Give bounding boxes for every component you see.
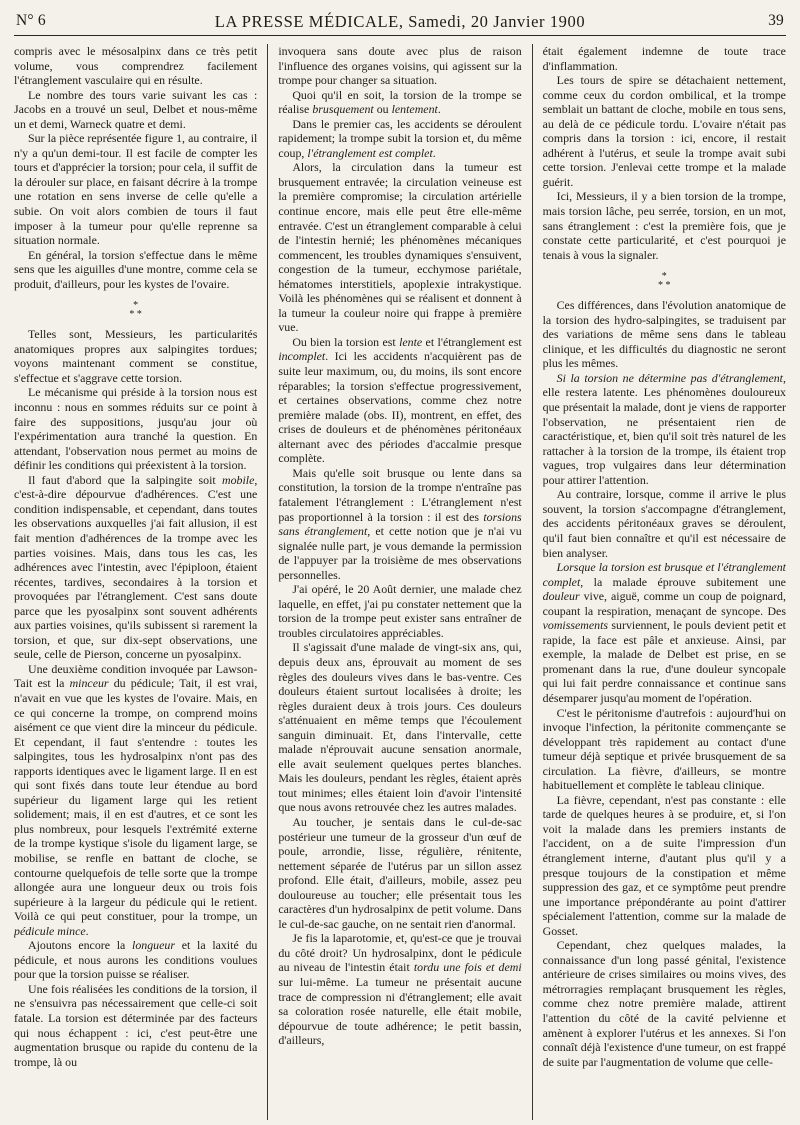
- emphasis-text: l'étranglement est complet: [307, 145, 433, 160]
- text-run: et la laxité du pédicule, et nous aurons les conditions voulues pour que la torsion puisse se réaliser.: [14, 938, 258, 982]
- section-separator-asterisks: * * *: [658, 271, 671, 292]
- page-number: 39: [768, 12, 784, 29]
- emphasis-text: lente: [399, 334, 423, 349]
- emphasis-text: brusquement: [312, 102, 374, 117]
- text-run: Il s'agissait d'une malade de vingt-six ans, qui, depuis deux ans, éprouvait au moment de ses règles des douleurs vives dans le bas-ventre. Ces douleurs étaient surtout localisées à droite; les règles duraient deux à trois jours. Ces douleurs s'atténuaient en même temps que l'écoulement sanguin diminuait. Et, dans l'intervalle, cette malade n'éprouvait aucune sensation anormale, elle avait seulement quelques pertes blanches. Mais les douleurs, pendant les règles, étaient après tout minimes; elles étaient loin d'avoir l'intensité que nous avons retrouvée chez les autres malades.: [278, 640, 522, 815]
- text-run: Telles sont, Messieurs, les particularités anatomiques propres aux salpingites tordues; voyons maintenant comment se constitue, s'effectue et s'aggrave cette torsion.: [14, 327, 258, 385]
- header-rule: [14, 35, 786, 36]
- column-left: [14, 44, 257, 1120]
- paragraph: [14, 88, 257, 132]
- paragraph: [14, 131, 257, 247]
- text-run: surviennent, le pouls devient petit et rapide, la face est pâle et anxieuse. Ainsi, par exemple, la malade de Delbet est prise, en se promenant dans la rue, d'une douleur syncopale qui lui fait perdre connaissance et continue sans désemparer jusqu'au moment de l'opération.: [542, 618, 786, 705]
- paragraph: [543, 371, 786, 487]
- emphasis-text: vomissements: [542, 618, 609, 633]
- paragraph: [14, 385, 257, 472]
- issue-number: N° 6: [16, 12, 46, 29]
- text-run: , c'est-à-dire dépourvue d'adhérences. C'est une condition indispensable, et cependant, dans toutes les observations auxquelles j'ai fait allusion, il est fait mention d'adhérences de la trompe avec les parties voisines. Mais, dans tous les cas, les adhérences avec l'intestin, avec l'épiploon, étaient récentes, tardives, secondaires à la torsion et provoquées par l'étranglement. C'est sans doute parce que les pyosalpinx sont souvent adhérents aux parties voisines, qu'ils subissent si rarement la torsion, et que, sur dix-sept observations, une seule, celle de Pierson, concerne un pyosalpinx.: [14, 472, 258, 662]
- emphasis-text: torsions sans étranglement: [278, 509, 522, 539]
- text-run: Ces différences, dans l'évolution anatomique de la torsion des hydro-salpingites, se traduisent par des variations de même sens dans le tableau clinique, et les difficultés du diagnostic ne seront plus les mêmes.: [542, 298, 786, 371]
- emphasis-text: minceur: [69, 676, 109, 691]
- text-run: Dans le premier cas, les accidents se déroulent rapidement; la trompe subit la torsion et, du même coup,: [278, 116, 522, 160]
- text-run: sur lui-même. La tumeur ne présentait aucune trace de compression ni d'étranglement; elle avait sa coloration rosée naturelle, elle était mobile, dépourvue de toute adhérence; le petit bassin, d'ailleurs,: [278, 975, 522, 1048]
- text-run: .: [85, 923, 89, 938]
- paragraph: [14, 473, 257, 662]
- text-run: et l'étranglement est: [422, 334, 522, 349]
- emphasis-text: douleur: [542, 589, 580, 604]
- journal-title: LA PRESSE MÉDICALE, Samedi, 20 Janvier 1900: [214, 12, 586, 31]
- column-right: [543, 44, 786, 1120]
- paragraph: [14, 662, 257, 938]
- text-run: Alors, la circulation dans la tumeur est brusquement entravée; la circulation veineuse est la première compromise; la circulation artérielle continue encore, mais elle peut être elle-même entravée. C'est un étranglement comparable à celui de l'intestin hernié; les phénomènes mécaniques commencent, les troubles dynamiques s'ensuivent, congestion de la tumeur, ecchymose pariétale, hématomes interstitiels, apoplexie intrakystique. Voilà les phénomènes qui se réalisent et donnent à la tumeur la couleur noire qui frappe à première vue.: [278, 160, 522, 335]
- column-middle: [278, 44, 521, 1120]
- paragraph: [278, 582, 521, 640]
- paragraph: [543, 487, 786, 560]
- text-run: Ajoutons encore la: [28, 938, 133, 953]
- emphasis-text: mobile: [221, 472, 255, 487]
- text-run: vive, aiguë, comme un coup de poignard, coupant la respiration, menaçant de syncope. Des: [542, 589, 786, 618]
- paragraph: [543, 793, 786, 938]
- text-run: était également indemne de toute trace d'inflammation.: [542, 44, 786, 73]
- text-run: Ici, Messieurs, il y a bien torsion de la trompe, mais torsion lâche, peu serrée, torsion, en un mot, sans étranglement : c'est la première fois, que je constate cette particularité, et c'est pourquoi je tenais à vous la signaler.: [542, 189, 786, 262]
- paragraph: [278, 931, 521, 1047]
- text-run: Au toucher, je sentais dans le cul-de-sac postérieur une tumeur de la grosseur d'un œuf de poule, arrondie, lisse, régulière, rénitente, nettement séparée de l'utérus par un sillon assez profond. Elle était, d'ailleurs, mobile, assez peu douloureuse au toucher; elle présentait tous les caractères d'un hydrosalpinx de petit volume. Dans le cul-de-sac gauche, on ne sentait rien d'anormal.: [278, 814, 522, 931]
- paragraph: [14, 44, 257, 88]
- text-run: Une deuxième condition invoquée par Lawson-Tait est la: [14, 661, 258, 691]
- text-run: , et cette notion que je n'ai vu signalée nulle part, je vous demande la permission de l'appuyer par la troisième de mes observations personnelles.: [278, 524, 522, 582]
- text-run: . Ici les accidents n'acquièrent pas de suite leur maximum, ou, du moins, ils sont encore réparables; la torsion s'effectue progressivement, et certaines observations, comme chez notre première malade (obs. II), montrent, en effet, des crises de douleurs et de phénomènes péritonéaux alternant avec des périodes d'accalmie presque complète.: [278, 349, 522, 466]
- paragraph: [278, 160, 521, 335]
- paragraph: [278, 640, 521, 815]
- paragraph: [278, 815, 521, 931]
- text-run: .: [437, 102, 441, 117]
- paragraph: [543, 938, 786, 1069]
- emphasis-text: Lorsque la torsion est brusque et l'étranglement complet: [542, 560, 786, 589]
- paragraph: [543, 560, 786, 705]
- text-run: .: [432, 145, 436, 160]
- text-run: Quoi qu'il en soit, la torsion de la trompe se réalise: [278, 87, 522, 117]
- column-divider: [267, 44, 268, 1120]
- paragraph: [543, 706, 786, 793]
- text-run: Il faut d'abord que la salpingite soit: [28, 472, 222, 487]
- text-run: Le nombre des tours varie suivant les cas : Jacobs en a trouvé un seul, Delbet et nous-même un et demi, Warneck quatre et demi.: [14, 87, 258, 131]
- text-run: ou: [373, 102, 392, 117]
- text-run: Les tours de spire se détachaient nettement, comme ceux du cordon ombilical, et la trompe semblait un battant de cloche, mobile en tous sens, au delà de ce pédicule tordu. L'ovaire n'était pas compris dans la torsion : ici, encore, il restait adhérent à l'utérus, et seule la trompe avait subi cette torsion. J'enlevai cette trompe et la malade guérit.: [542, 73, 786, 189]
- paragraph: [543, 189, 786, 262]
- emphasis-text: tordu une fois et demi: [413, 960, 522, 975]
- emphasis-text: pédicule mince: [14, 923, 86, 938]
- paragraph: [14, 327, 257, 385]
- paragraph: [543, 73, 786, 189]
- paragraph: [14, 938, 257, 982]
- text-run: C'est le péritonisme d'autrefois : aujourd'hui on invoque l'infection, la péritonite commençante se développant très rapidement au contact d'une tumeur déjà septique et privée brusquement de sa circulation. La fièvre, d'ailleurs, se montre habituellement et complète le tableau clinique.: [542, 705, 786, 793]
- paragraph: [278, 88, 521, 117]
- paragraph: [543, 44, 786, 73]
- text-run: , elle restera latente. Les phénomènes douloureux que présentait la malade, dont je viens de rapporter l'observation, ne présentaient rien de caractéristique, et, bien qu'il soit très naturel de les rattacher à la torsion de la trompe, ils étaient trop vagues, trop vulgaires dans leur détermination pour attirer l'attention.: [542, 370, 786, 487]
- text-run: Au contraire, lorsque, comme il arrive le plus souvent, la torsion s'accompagne d'étranglement, des accidents péritonéaux graves se déroulent, qu'il faut bien connaître et qu'il est nécessaire de bien analyser.: [542, 487, 786, 560]
- emphasis-text: longueur: [132, 938, 175, 953]
- paragraph: [278, 466, 521, 582]
- section-separator-asterisks: * * *: [129, 300, 142, 321]
- text-run: Sur la pièce représentée figure 1, au contraire, il n'y a qu'un demi-tour. Il est facile de compter les tours et d'apprécier la torsion; pour cela, il suffit de la dérouler sur place, en faisant décrire à la trompe une rotation en sens inverse de celle qu'elle a subie. On voit alors combien de tours il faut imposer à la tumeur pour qu'elle reprenne sa situation normale.: [14, 131, 258, 248]
- text-run: J'ai opéré, le 20 Août dernier, une malade chez laquelle, en effet, j'ai pu constater nettement que la torsion de la trompe peut exister sans entraîner de troubles circulatoires appréciables.: [278, 582, 522, 640]
- text-run: En général, la torsion s'effectue dans le même sens que les aiguilles d'une montre, comme cela se produit, d'ailleurs, pour les kystes de l'ovaire.: [14, 247, 258, 291]
- text-run: La fièvre, cependant, n'est pas constante : elle tarde de quelques heures à se produire, et, si l'on voit la malade dans les premiers instants de l'accident, on a de suite l'impression d'un étranglement interne, d'autant plus qu'il y a presque toujours de la constipation et même suppression des gaz, et ce symptôme peut prendre une importance prépondérante au point d'attirer spécialement l'attention, comme sur la malade de Gosset.: [542, 792, 786, 938]
- text-run: Le mécanisme qui préside à la torsion nous est inconnu : nous en sommes réduits sur ce point à faire des suppositions, jusqu'au jour où l'expérimentation aura tranché la question. En attendant, l'observation nous permet au moins de définir les conditions qui préexistent à la torsion.: [14, 385, 258, 473]
- emphasis-text: Si la torsion ne détermine pas d'étranglement: [556, 370, 783, 385]
- text-run: compris avec le mésosalpinx dans ce très petit volume, vous comprendrez facilement l'étranglement vasculaire qui en résulte.: [14, 44, 258, 88]
- paragraph: [278, 44, 521, 88]
- paragraph: [278, 335, 521, 466]
- running-header: [16, 12, 784, 34]
- emphasis-text: incomplet: [278, 349, 326, 364]
- paragraph: [278, 117, 521, 161]
- emphasis-text: lentement: [391, 102, 438, 117]
- text-run: Mais qu'elle soit brusque ou lente dans sa constitution, la torsion de la trompe n'entraîne pas fatalement l'étranglement : L'étranglement n'est pas proportionnel à la torsion : il est des: [278, 465, 522, 524]
- text-columns: [14, 44, 786, 1120]
- paragraph: [543, 298, 786, 371]
- text-run: Ou bien la torsion est: [292, 334, 400, 349]
- text-run: du pédicule; Tait, il est vrai, n'avait en vue que les kystes de l'ovaire. Mais, en ce qui concerne la trompe, on comprend moins aisément ce que vient dire la minceur du pédicule. Et cependant, il faut s'entendre : toutes les salpingites, tous les hydrosalpinx n'ont pas des rapports identiques avec le ligament large. Il en est qui sont fixés dans toute leur étendue au bord supérieur du ligament large qui les retient solidement; mais, il en est d'autres, et ce sont les plus nombreux, pour lesquels l'extrémité externe de la trompe kystique s'isole du ligament large, se mobilise, se renfle en battant de cloche, se contourne quelquefois de telle sorte que la trompe allongée aura une longueur deux ou trois fois supérieure à la largeur du pédicule qui le retient. Voilà ce qui peut constituer, pour la trompe, un: [14, 676, 258, 924]
- column-divider: [532, 44, 533, 1120]
- text-run: , la malade éprouve subitement une: [580, 574, 786, 589]
- paragraph: [14, 248, 257, 292]
- text-run: invoquera sans doute avec plus de raison l'influence des organes voisins, qui agissent sur la trompe pour changer sa situation.: [278, 44, 522, 88]
- text-run: Une fois réalisées les conditions de la torsion, il ne s'ensuivra pas nécessairement que celle-ci soit fatale. La torsion est déterminée par des facteurs qui nous échappent : ici, c'est peut-être une augmentation brusque ou rapide du contenu de la trompe, là ou: [14, 981, 258, 1069]
- paragraph: [14, 982, 257, 1069]
- text-run: Je fis la laparotomie, et, qu'est-ce que je trouvai du côté droit? Un hydrosalpinx, dont le pédicule au niveau de l'intestin était: [278, 931, 522, 975]
- text-run: Cependant, chez quelques malades, la connaissance d'un long passé génital, l'existence antérieure de crises similaires ou moins vives, des métrorragies remplaçant brusquement les règles, comme chez notre première malade, attirent l'attention du côté de la cavité pelvienne et amènent à explorer l'utérus et les annexes. Si l'on connaît déjà l'existence d'une tumeur, on est frappé de suite par l'augmentation de volume que celle-: [542, 938, 786, 1069]
